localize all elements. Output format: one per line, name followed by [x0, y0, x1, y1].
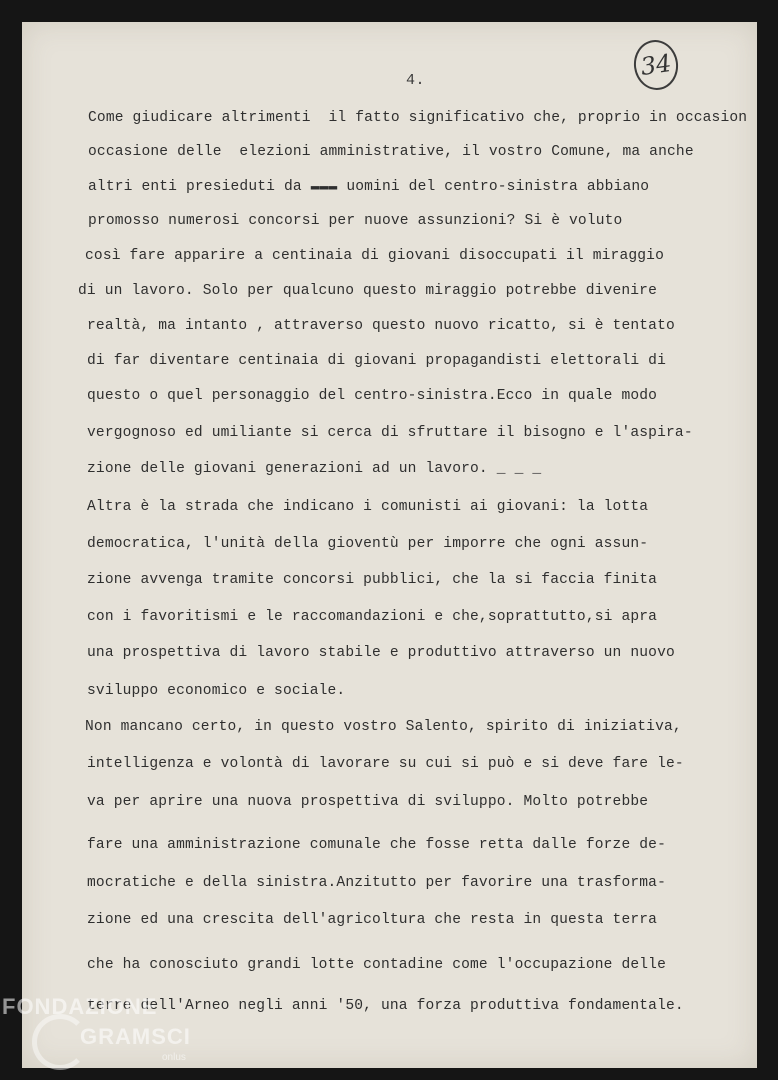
- text-line: sviluppo economico e sociale.: [87, 683, 346, 699]
- text-line: terre dell'Arneo negli anni '50, una forza produttiva fondamentale.: [87, 998, 684, 1014]
- text-line: occasione delle elezioni amministrative, il vostro Comune, ma anche: [88, 144, 694, 160]
- text-line: zione delle giovani generazioni ad un lavoro. _ _ _: [87, 461, 542, 477]
- text-line: promosso numerosi concorsi per nuove assunzioni? Si è voluto: [88, 213, 623, 229]
- text-line: con i favoritismi e le raccomandazioni e che,soprattutto,si apra: [87, 609, 658, 625]
- watermark-line2: GRAMSCI: [80, 1024, 191, 1049]
- text-line: una prospettiva di lavoro stabile e produttivo attraverso un nuovo: [87, 645, 675, 661]
- text-line: di far diventare centinaia di giovani propagandisti elettorali di: [87, 353, 666, 369]
- text-line: democratica, l'unità della gioventù per imporre che ogni assun-: [87, 536, 649, 552]
- typewritten-page: [22, 22, 757, 1068]
- text-line: di un lavoro. Solo per qualcuno questo miraggio potrebbe divenire: [78, 283, 657, 299]
- text-line: così fare apparire a centinaia di giovani disoccupati il miraggio: [85, 248, 664, 264]
- text-line: mocratiche e della sinistra.Anzitutto per favorire una trasforma-: [87, 875, 666, 891]
- text-line: altri enti presieduti da ▬▬▬ uomini del centro-sinistra abbiano: [88, 179, 650, 195]
- text-line: zione ed una crescita dell'agricoltura che resta in questa terra: [87, 912, 658, 928]
- text-line: vergognoso ed umiliante si cerca di sfruttare il bisogno e l'aspira-: [87, 425, 693, 441]
- text-line: va per aprire una nuova prospettiva di sviluppo. Molto potrebbe: [87, 794, 649, 810]
- text-line: Altra è la strada che indicano i comunisti ai giovani: la lotta: [87, 499, 649, 515]
- text-line: Come giudicare altrimenti il fatto significativo che, proprio in occasion: [88, 110, 748, 126]
- text-line: intelligenza e volontà di lavorare su cui si può e si deve fare le-: [87, 756, 684, 772]
- text-line: questo o quel personaggio del centro-sinistra.Ecco in quale modo: [87, 388, 658, 404]
- page-number: 4.: [406, 72, 426, 89]
- archive-number-stamp: 34: [631, 37, 682, 93]
- watermark-line3: onlus: [162, 1052, 186, 1063]
- text-line: che ha conosciuto grandi lotte contadine come l'occupazione delle: [87, 957, 666, 973]
- text-line: realtà, ma intanto , attraverso questo nuovo ricatto, si è tentato: [87, 318, 675, 334]
- text-line: fare una amministrazione comunale che fosse retta dalle forze de-: [87, 837, 666, 853]
- watermark-line1: FONDAZIONE: [2, 994, 158, 1019]
- text-line: zione avvenga tramite concorsi pubblici, che la si faccia finita: [87, 572, 658, 588]
- fondazione-gramsci-watermark: [2, 990, 202, 1080]
- text-line: Non mancano certo, in questo vostro Salento, spirito di iniziativa,: [85, 719, 682, 735]
